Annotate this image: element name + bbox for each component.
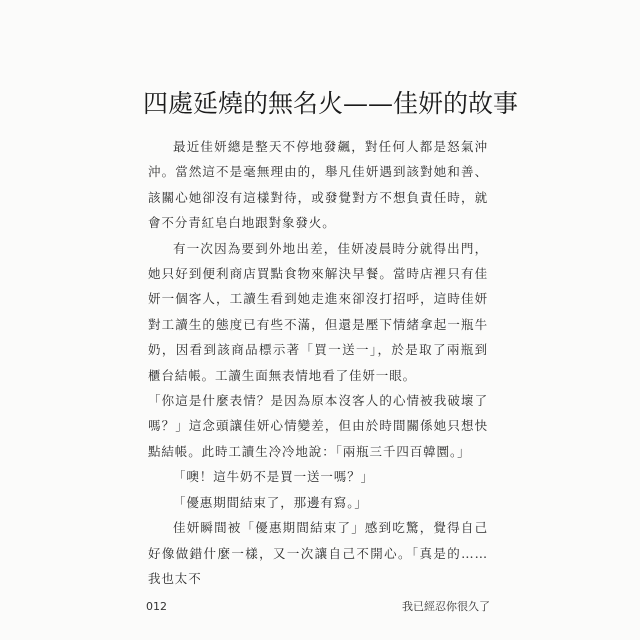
chapter-title: 四處延燒的無名火——佳妍的故事 bbox=[143, 89, 519, 118]
running-footer-title: 我已經忍你很久了 bbox=[402, 600, 490, 613]
paragraph: 「優惠期間結束了，那邊有寫。」 bbox=[173, 494, 368, 510]
page-number: 012 bbox=[146, 600, 167, 613]
paragraph: 有一次因為要到外地出差，佳妍凌晨時分就得出門，她只好到便利商店買點食物來解決早餐。當時店裡只有佳妍一個客人，工讀生看到她走進來卻沒打招呼，這時佳妍對工讀生的態度已有些不滿，但還是壓下情緒拿起一瓶牛奶，因看到該商品標示著「買一送一」，於是取了兩瓶到櫃台結帳。工讀生面無表情地看了佳妍一眼。 bbox=[148, 240, 488, 383]
paragraph: 「噢！這牛奶不是買一送一嗎？」 bbox=[173, 469, 375, 485]
paragraph: 佳妍瞬間被「優惠期間結束了」感到吃驚，覺得自己好像做錯什麼一樣，又一次讓自己不開心。「真是的……我也太不 bbox=[148, 520, 488, 586]
paragraph: 最近佳妍總是整天不停地發飆，對任何人都是怒氣沖沖。當然這不是毫無理由的，舉凡佳妍遇到該對她和善、該關心她卻沒有這樣對待，或發覺對方不想負責任時，就會不分青紅皂白地跟對象發火。 bbox=[148, 139, 488, 231]
paragraph: 「你這是什麼表情？是因為原本沒客人的心情被我破壞了嗎？」這念頭讓佳妍心情變差，但由於時間關係她只想快點結帳。此時工讀生冷冷地說：「兩瓶三千四百韓圜。」 bbox=[148, 393, 488, 459]
body-text bbox=[148, 134, 488, 591]
